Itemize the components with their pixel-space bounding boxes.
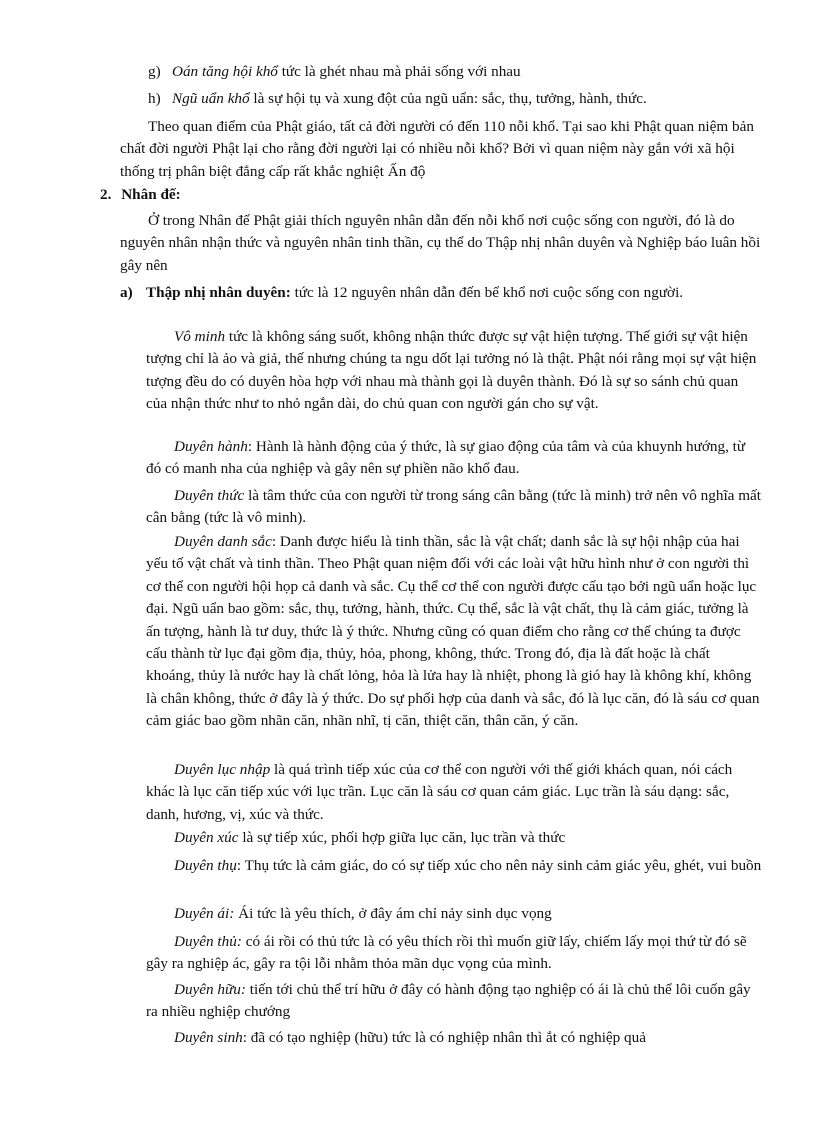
duyen-huu: [146, 979, 762, 1024]
text-duyen-thu: : Thụ tức là cảm giác, do có sự tiếp xúc cho nên nảy sinh cảm giác yêu, ghét, vui buồn: [236, 857, 762, 874]
text-duyen-thu-giu: có ái rồi có thủ tức là có yêu thích rồi thì muốn giữ lấy, chiếm lấy mọi thứ từ đó sẽ gây ra nghiệp ác, gây ra tội lỗi nhằm thỏa mãn dục vọng của mình.: [146, 933, 747, 973]
duyen-danh-sac: [146, 531, 762, 733]
duyen-ai: [146, 903, 762, 925]
text-vo-minh: tức là không sáng suốt, không nhận thức được sự vật hiện tượng. Thế giới sự vật hiện tượng chỉ là ảo và giả, thế nhưng chúng ta ngu dốt lại tưởng nó là thật. Phật nói rằng mọi sự vật hiện tượng đều do có duyên hòa hợp với nhau mà thành gọi là duyên thành. Đó là sự so sánh chủ quan của nhận thức như to nhỏ ngắn dài, do chủ quan con người gán cho sự vật.: [146, 328, 757, 413]
term-duyen-sinh: Duyên sinh: [174, 1029, 243, 1046]
term-duyen-thuc: Duyên thức: [174, 487, 245, 504]
intro-paragraph: Theo quan điểm của Phật giáo, tất cả đời người có đến 110 nỗi khổ. Tại sao khi Phật quan niệm bản chất đời người Phật lại cho rằng đời người lại có nhiều nỗi khổ? Bởi vì quan niệm này gắn với xã hội thống trị phân biệt đẳng cấp rất khắc nghiệt Ấn độ: [120, 118, 754, 180]
term-ngu-uan-kho: Ngũ uẩn khổ: [172, 90, 250, 107]
text-duyen-huu: tiến tới chủ thể trí hữu ở đây có hành động tạo nghiệp có ái là chủ thể lôi cuốn gây ra nhiều nghiệp chướng: [146, 981, 751, 1021]
term-duyen-thu-giu: Duyên thủ:: [174, 933, 242, 950]
list-text-g: tức là ghét nhau mà phải sống với nhau: [277, 63, 521, 80]
term-duyen-huu: Duyên hữu:: [174, 981, 246, 998]
text-duyen-xuc: là sự tiếp xúc, phối hợp giữa lục căn, lục trần và thức: [238, 829, 566, 846]
term-duyen-luc-nhap: Duyên lục nhập: [174, 761, 271, 778]
text-duyen-ai: Ái tức là yêu thích, ở đây ám chỉ nảy sinh dục vọng: [234, 905, 552, 922]
list-text-h: là sự hội tụ và xung đột của ngũ uẩn: sắc, thụ, tưởng, hành, thức.: [249, 90, 647, 107]
duyen-sinh: [146, 1027, 762, 1049]
term-oan-tang-hoi-kho: Oán tăng hội khổ: [172, 63, 278, 80]
term-duyen-hanh: Duyên hành: [174, 438, 248, 455]
text-duyen-danh-sac: : Danh được hiểu là tinh thần, sắc là vật chất; danh sắc là sự hội nhập của hai yếu tố vật chất và tinh thần. Theo Phật quan niệm đối với các loài vật hữu hình như ở con người thì cơ thể con người hội họp cả danh và sắc. Cụ thể cơ thể con người được cấu tạo bởi ngũ uẩn hoặc lục đại. Ngũ uẩn bao gồm: sắc, thụ, tưởng, hành, thức. Cụ thể, sắc là vật chất, thụ là cảm giác, tưởng là ấn tượng, hành là tư duy, thức là ý thức. Nhưng cũng có quan điểm cho rằng cơ thể chúng ta được cấu thành từ lục đại gồm địa, thủy, hỏa, phong, không, thức. Trong đó, địa là đất hoặc là chất khoáng, thủy là nước hay là chất lỏng, hỏa là lửa hay là nhiệt, phong là gió hay là không khí, không là chân không, thức ở đây là ý thức. Do sự phối hợp của danh và sắc, đó là lục căn, đó là sáu cơ quan cảm giác bao gồm nhãn căn, nhãn nhĩ, tị căn, thiệt căn, thân căn, ý căn.: [146, 533, 760, 730]
subsection-text: tức là 12 nguyên nhân dẫn đến bể khổ nơi cuộc sống con người.: [290, 284, 684, 301]
term-duyen-thu: Duyên thụ: [174, 857, 237, 874]
term-duyen-danh-sac: Duyên danh sắc: [174, 533, 272, 550]
duyen-vo-minh: [146, 326, 762, 416]
term-vo-minh: Vô minh: [174, 328, 226, 345]
duyen-hanh: [146, 436, 762, 481]
duyen-thuc: [146, 485, 762, 530]
list-marker-g: g): [148, 63, 161, 80]
section-paragraph: Ở trong Nhân đế Phật giải thích nguyên nhân dẫn đến nỗi khổ nơi cuộc sống con người, đó là do nguyên nhân nhận thức và nguyên nhân tinh thần, cụ thể do Thập nhị nhân duyên và Nghiệp báo luân hồi gây nên: [120, 212, 761, 274]
term-duyen-ai: Duyên ái:: [174, 905, 235, 922]
text-duyen-hanh: : Hành là hành động của ý thức, là sự giao động của tâm và của khuynh hướng, từ đó có manh nha của nghiệp và gây nên sự phiền não khổ đau.: [146, 438, 746, 478]
duyen-thu: [146, 855, 762, 877]
duyen-thu-giu: [146, 931, 762, 976]
text-duyen-luc-nhap: là quá trình tiếp xúc của cơ thể con người với thế giới khách quan, nói cách khác là lục căn tiếp xúc với lục trần. Lục căn là sáu cơ quan cảm giác. Lục trần là sáu dạng: sắc, danh, hương, vị, xúc và thức.: [146, 761, 733, 823]
term-duyen-xuc: Duyên xúc: [174, 829, 239, 846]
section-heading: [100, 184, 400, 206]
subsection-marker: a): [120, 284, 133, 301]
section-number: 2.: [100, 186, 112, 203]
section-title: Nhân đế:: [121, 186, 181, 203]
duyen-luc-nhap: [146, 759, 762, 826]
list-marker-h: h): [148, 90, 161, 107]
text-duyen-sinh: : đã có tạo nghiệp (hữu) tức là có nghiệp nhân thì ắt có nghiệp quả: [242, 1029, 646, 1046]
subsection-title: Thập nhị nhân duyên:: [146, 284, 291, 301]
text-duyen-thuc: là tâm thức của con người từ trong sáng cân bằng (tức là minh) trở nên vô nghĩa mất cân bằng (tức là vô minh).: [146, 487, 761, 527]
duyen-xuc: [146, 827, 762, 849]
